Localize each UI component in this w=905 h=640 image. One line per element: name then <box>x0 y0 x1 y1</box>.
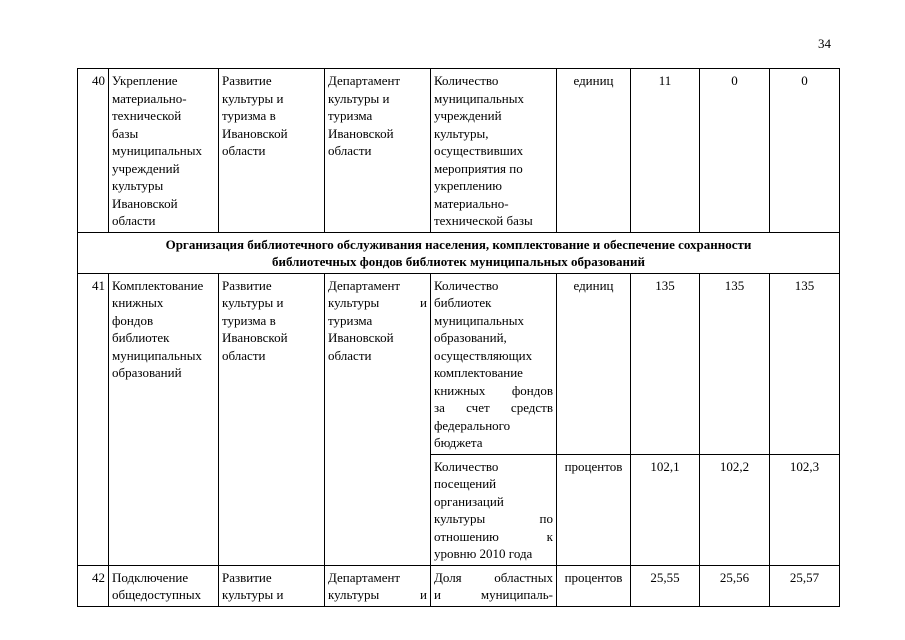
table-row <box>78 69 840 233</box>
value-year-1: 135 <box>631 273 700 454</box>
section-row <box>78 232 840 273</box>
unit: процентов <box>557 565 631 606</box>
row-number: 41 <box>78 273 109 565</box>
value-year-1: 102,1 <box>631 454 700 565</box>
program-name: Развитие культуры и <box>219 565 325 606</box>
table-row <box>78 565 840 606</box>
section-heading: Организация библиотечного обслуживания населения, комплектование и обеспечение сохранности библиотечных фондов библиотек муниципальных образований <box>78 232 840 273</box>
unit: единиц <box>557 273 631 454</box>
program-name: Развитие культуры и туризма в Ивановской области <box>219 69 325 233</box>
activity-name: Укрепление материально- технической базы муниципальных учреждений культуры Ивановской области <box>109 69 219 233</box>
value-year-2: 0 <box>700 69 770 233</box>
indicator: Количество муниципальных учреждений культуры, осуществивших мероприятия по укреплению материально- технической базы <box>431 69 557 233</box>
activity-name: Подключение общедоступных <box>109 565 219 606</box>
page-number: 34 <box>818 36 831 51</box>
unit: процентов <box>557 454 631 565</box>
value-year-2: 135 <box>700 273 770 454</box>
indicator: Количество посещений организаций культуры по отношению к уровню 2010 года <box>431 454 557 565</box>
value-year-1: 11 <box>631 69 700 233</box>
executor: Департамент культуры и <box>325 565 431 606</box>
value-year-3: 25,57 <box>770 565 840 606</box>
value-year-1: 25,55 <box>631 565 700 606</box>
unit: единиц <box>557 69 631 233</box>
executor: Департамент культуры и туризма Ивановской области <box>325 69 431 233</box>
executor: Департамент культуры и туризма Ивановской области <box>325 273 431 565</box>
indicators-table <box>77 68 840 607</box>
value-year-3: 0 <box>770 69 840 233</box>
value-year-3: 135 <box>770 273 840 454</box>
value-year-2: 25,56 <box>700 565 770 606</box>
activity-name: Комплектование книжных фондов библиотек муниципальных образований <box>109 273 219 565</box>
row-number: 40 <box>78 69 109 233</box>
program-name: Развитие культуры и туризма в Ивановской области <box>219 273 325 565</box>
row-number: 42 <box>78 565 109 606</box>
value-year-2: 102,2 <box>700 454 770 565</box>
value-year-3: 102,3 <box>770 454 840 565</box>
indicator: Количество библиотек муниципальных образований, осуществляющих комплектование книжных фондов за счет средств федерального бюджета <box>431 273 557 454</box>
table-row <box>78 273 840 454</box>
indicator: Доля областных и муниципаль- <box>431 565 557 606</box>
